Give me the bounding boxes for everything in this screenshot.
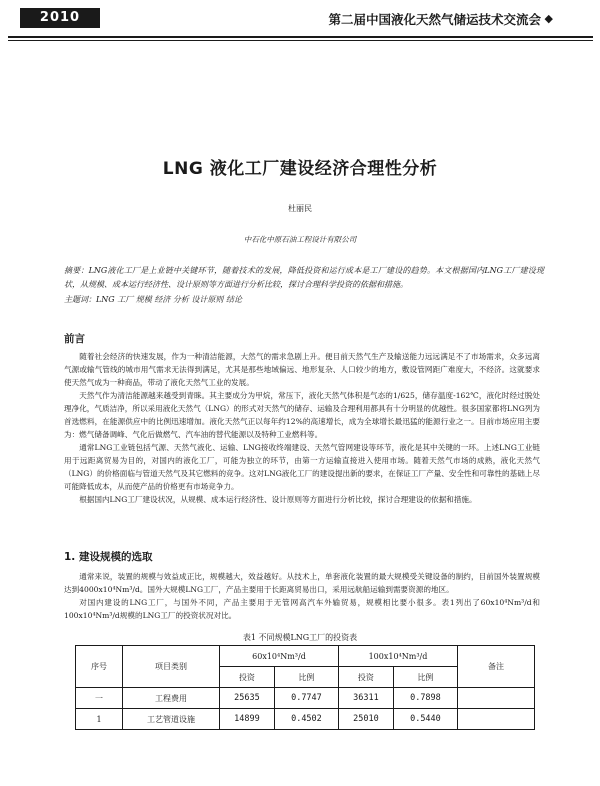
cell-ratio-b: 0.5440: [393, 709, 457, 730]
cell-seq: 1: [76, 709, 123, 730]
cell-item: 工艺管道设施: [123, 709, 220, 730]
header-rule-thin: [8, 40, 593, 41]
abstract: 摘要：LNG液化工厂是上业链中关键环节，随着技术的发展，降低投资和运行成本是工厂建设的趋势。本文根据国内LNG工厂建设现状，从规模、成本运行经济性、设计原则等方面进行分析比较，探讨合理科学投资的依据和措施。: [64, 266, 544, 289]
conference-title: 第二届中国液化天然气储运技术交流会: [328, 12, 541, 27]
header-scale-b: 100x10⁴Nm³/d: [338, 646, 457, 667]
paragraph: 天然气作为清洁能源越来越受到青睐。其主要成分为甲烷，常压下，液化天然气体积是气态的1/625，储存温度-162℃，液化时经过脱处理净化，气质洁净，所以采用液化天然气（LNG）的形式对天然气的储存、运输及合理利用都具有十分明显的优越性。很多国家都将LNG列为首选燃料，在能源供应中的比例迅速增加。液化天然气正以每年约12%的高速增长，成为全球增长最迅猛的能源行业之一。目前市场应用主要为：燃气储备调峰、气化后做燃气、汽车油的替代能源以及特种工业燃料等。: [64, 391, 540, 439]
cell-note: [458, 688, 535, 709]
paragraph: 通常来说，装置的规模与效益成正比，规模越大，效益越好。从技术上，单套液化装置的最大规模受关键设备的制约，目前国外装置规模达到4000x10⁴Nm³/d。国外大规模LNG工厂，产品主要用于长距离贸易出口，采用远航船运输到需要资源的地区。: [64, 572, 540, 594]
table-row: [76, 709, 535, 730]
cell-invest-a: 14899: [220, 709, 275, 730]
cell-ratio-b: 0.7898: [393, 688, 457, 709]
author: 杜丽民: [288, 204, 312, 213]
header-scale-a: 60x10⁴Nm³/d: [220, 646, 339, 667]
investment-table: [75, 645, 535, 730]
keywords: 主题词：LNG 工厂 规模 经济 分析 设计原则 结论: [64, 295, 242, 304]
cell-ratio-a: 0.7747: [274, 688, 338, 709]
header-item: 项目类别: [123, 646, 220, 688]
header-seq: 序号: [76, 646, 123, 688]
page-header: [8, 6, 593, 32]
section-1-body: [64, 570, 540, 622]
affiliation: 中石化中原石油工程设计有限公司: [243, 235, 357, 244]
year-badge: 2010: [20, 8, 100, 28]
cell-invest-b: 36311: [338, 688, 393, 709]
paragraph: 通常LNG工业链包括气源、天然气液化、运输、LNG接收终端建设、天然气管网建设等环节，液化是其中关键的一环。上述LNG工业链用于远距离贸易为目的，对国内的液化工厂，可能为独立的环节，由第一方运输直接进入使用市场。随着天然气市场的成熟，液化天然气（LNG）的价格面临与管道天然气及其它燃料的竞争。这对LNG液化工厂的建设提出新的要求，在保证工厂产量、安全性和可靠性的基础上尽可能降低成本，从而使产品的价格更有市场竞争力。: [64, 443, 540, 491]
section-heading-intro: 前言: [64, 333, 85, 345]
sub-header-invest: 投资: [338, 667, 393, 688]
section-heading-1: 1. 建设规模的选取: [64, 551, 153, 563]
cell-invest-a: 25635: [220, 688, 275, 709]
intro-body: [64, 350, 540, 506]
table-caption: 表1 不同规模LNG工厂的投资表: [242, 633, 358, 642]
paragraph: 随着社会经济的快速发展，作为一种清洁能源，大然气的需求急剧上升。便目前天然气生产及输送能力远远满足不了市场需求，众多远离气源或输气管线的城市用气需求无法得到满足，尤其是那些地域偏远、地形复杂、人口较少的地方，敷设管网距广难度大，不经济。这就要求使天然气成为一种商品，带动了液化天然气工业的发展。: [64, 352, 540, 387]
cell-item: 工程费用: [123, 688, 220, 709]
header-rule: [8, 36, 593, 38]
header-note: 备注: [458, 646, 535, 688]
sub-header-invest: 投资: [220, 667, 275, 688]
paragraph: 对国内建设的LNG工厂，与国外不同，产品主要用于无管网高汽车外输贸易，规模相比要小很多。表1列出了60x10⁴Nm³/d和100x10⁴Nm³/d规模的LNG工厂的投资状况对比。: [64, 598, 540, 620]
diamond-icon: ◆: [544, 12, 553, 25]
paragraph: 根据国内LNG工厂建设状况，从规模、成本运行经济性、设计原则等方面进行分析比较，探讨合理建设的依据和措施。: [79, 495, 477, 504]
cell-note: [458, 709, 535, 730]
cell-ratio-a: 0.4502: [274, 709, 338, 730]
paper-title: LNG 液化工厂建设经济合理性分析: [162, 159, 438, 179]
sub-header-ratio: 比例: [393, 667, 457, 688]
cell-invest-b: 25010: [338, 709, 393, 730]
cell-seq: 一: [76, 688, 123, 709]
sub-header-ratio: 比例: [274, 667, 338, 688]
table-row: [76, 688, 535, 709]
